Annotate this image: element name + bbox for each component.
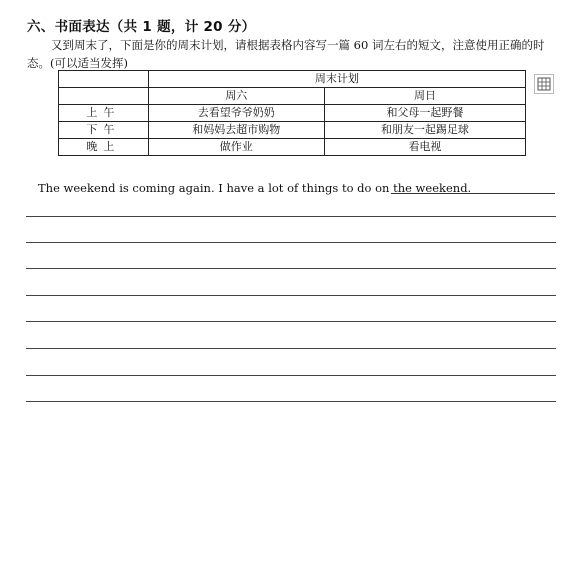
answer-line[interactable] — [26, 375, 556, 376]
answer-line[interactable] — [26, 242, 556, 243]
column-header-saturday: 周六 — [148, 88, 324, 105]
row-label-afternoon: 下午 — [59, 122, 149, 139]
row-label-morning: 上午 — [59, 105, 149, 122]
writing-starter-sentence: The weekend is coming again. I have a lot of things to do on the weekend. — [38, 181, 472, 195]
answer-line[interactable] — [26, 295, 556, 296]
row-label-evening: 晚上 — [59, 139, 149, 156]
table-corner-cell — [59, 71, 149, 88]
answer-line[interactable] — [26, 348, 556, 349]
answer-line[interactable] — [26, 216, 556, 217]
saturday-evening-cell: 做作业 — [148, 139, 324, 156]
grid-select-icon[interactable] — [534, 74, 554, 94]
saturday-afternoon-cell: 和妈妈去超市购物 — [148, 122, 324, 139]
grid-select-icon-glyph — [537, 77, 551, 91]
table-row — [59, 105, 526, 122]
sunday-evening-cell: 看电视 — [324, 139, 525, 156]
answer-line[interactable] — [26, 401, 556, 402]
sunday-afternoon-cell: 和朋友一起踢足球 — [324, 122, 525, 139]
section-title: 六、书面表达（共 1 题，计 20 分） — [27, 19, 256, 35]
table-row — [59, 122, 526, 139]
task-instructions: 又到周末了，下面是你的周末计划，请根据表格内容写一篇 60 词左右的短文，注意使用正确的时态。(可以适当发挥) — [27, 38, 545, 70]
saturday-morning-cell: 去看望爷爷奶奶 — [148, 105, 324, 122]
table-title: 周末计划 — [148, 71, 525, 88]
table-header-empty — [59, 88, 149, 105]
table-row — [59, 139, 526, 156]
column-header-sunday: 周日 — [324, 88, 525, 105]
starter-answer-line[interactable] — [391, 193, 555, 194]
answer-line[interactable] — [26, 268, 556, 269]
weekend-plan-table — [58, 70, 526, 156]
sunday-morning-cell: 和父母一起野餐 — [324, 105, 525, 122]
answer-line[interactable] — [26, 321, 556, 322]
